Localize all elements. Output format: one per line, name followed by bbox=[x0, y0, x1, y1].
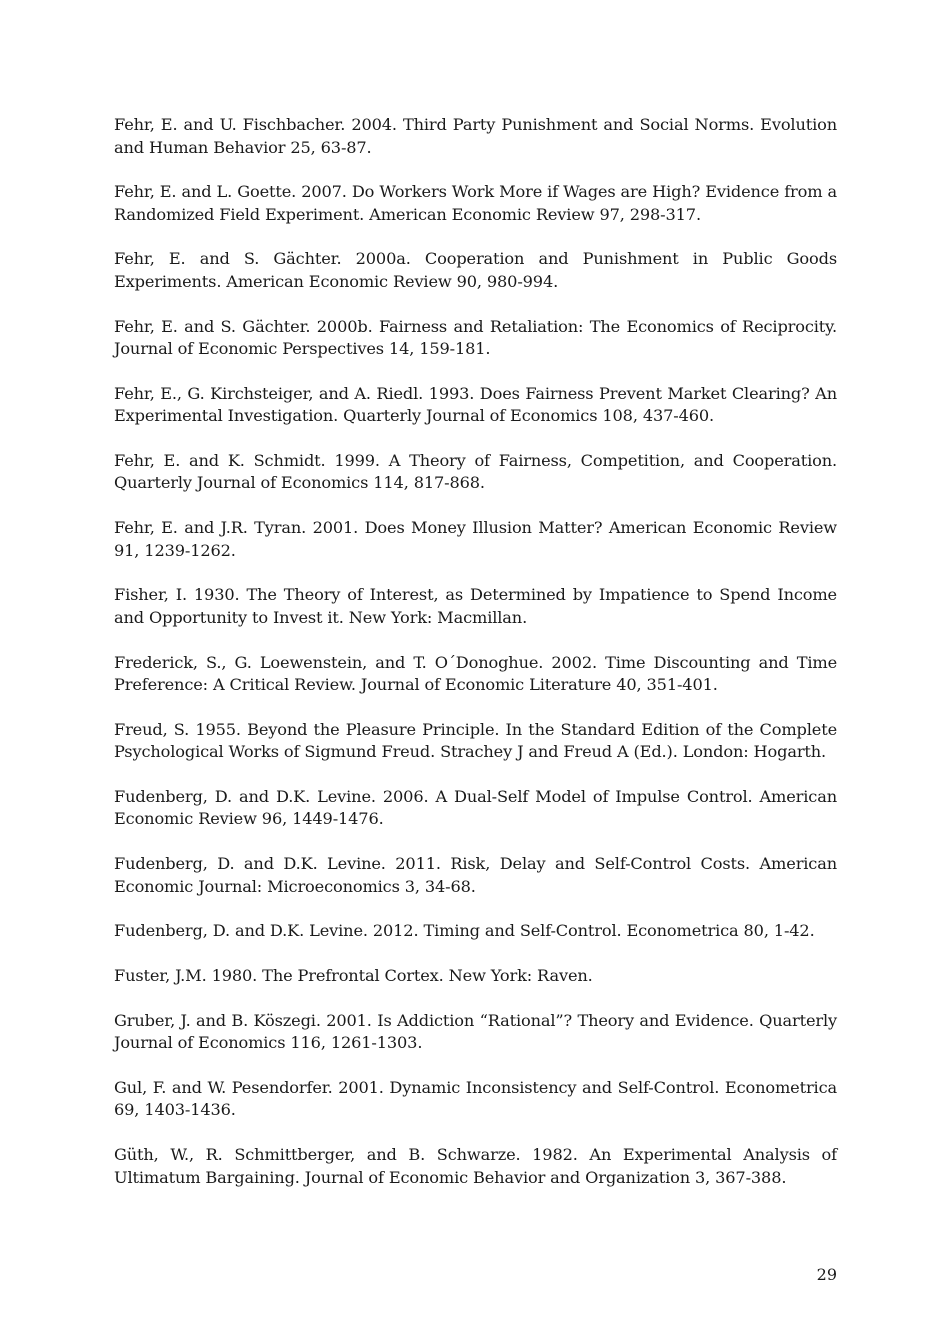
reference-entry: Gul, F. and W. Pesendorfer. 2001. Dynamic Inconsistency and Self-Control. Econometrica 69, 1403-1436. bbox=[114, 1077, 837, 1120]
reference-list bbox=[114, 114, 837, 1211]
reference-entry: Fehr, E., G. Kirchsteiger, and A. Riedl. 1993. Does Fairness Prevent Market Clearing? An Experimental Investigation. Quarterly Journal of Economics 108, 437-460. bbox=[114, 383, 837, 426]
reference-entry: Fuster, J.M. 1980. The Prefrontal Cortex. New York: Raven. bbox=[114, 965, 593, 985]
reference-entry: Güth, W., R. Schmittberger, and B. Schwarze. 1982. An Experimental Analysis of Ultimatum Bargaining. Journal of Economic Behavior and Organization 3, 367-388. bbox=[114, 1145, 837, 1187]
page-number: 29 bbox=[816, 1265, 837, 1284]
reference-entry: Fehr, E. and S. Gächter. 2000b. Fairness and Retaliation: The Economics of Reciprocity. Journal of Economic Perspectives 14, 159-181. bbox=[114, 316, 837, 359]
reference-entry: Fehr, E. and K. Schmidt. 1999. A Theory of Fairness, Competition, and Cooperation. Quarterly Journal of Economics 114, 817-868. bbox=[114, 450, 837, 493]
reference-entry: Fehr, E. and J.R. Tyran. 2001. Does Money Illusion Matter? American Economic Review 91, 1239-1262. bbox=[114, 518, 837, 560]
reference-entry: Fehr, E. and U. Fischbacher. 2004. Third Party Punishment and Social Norms. Evolution and Human Behavior 25, 63-87. bbox=[114, 115, 837, 157]
reference-entry: Fehr, E. and S. Gächter. 2000a. Cooperation and Punishment in Public Goods Experiments. American Economic Review 90, 980-994. bbox=[114, 249, 837, 291]
reference-entry: Frederick, S., G. Loewenstein, and T. O´Donoghue. 2002. Time Discounting and Time Preference: A Critical Review. Journal of Economic Literature 40, 351-401. bbox=[114, 652, 837, 694]
reference-entry: Fehr, E. and L. Goette. 2007. Do Workers Work More if Wages are High? Evidence from a Randomized Field Experiment. American Economic Review 97, 298-317. bbox=[114, 182, 837, 224]
reference-entry: Fudenberg, D. and D.K. Levine. 2006. A Dual-Self Model of Impulse Control. American Economic Review 96, 1449-1476. bbox=[114, 786, 837, 829]
reference-entry: Fisher, I. 1930. The Theory of Interest, as Determined by Impatience to Spend Income and Opportunity to Invest it. New York: Macmillan. bbox=[114, 585, 837, 627]
reference-entry: Fudenberg, D. and D.K. Levine. 2011. Risk, Delay and Self-Control Costs. American Economic Journal: Microeconomics 3, 34-68. bbox=[114, 854, 837, 896]
reference-entry: Gruber, J. and B. Köszegi. 2001. Is Addiction “Rational”? Theory and Evidence. Quarterly Journal of Economics 116, 1261-1303. bbox=[114, 1010, 837, 1053]
reference-entry: Freud, S. 1955. Beyond the Pleasure Principle. In the Standard Edition of the Complete Psychological Works of Sigmund Freud. Strachey J and Freud A (Ed.). London: Hogarth. bbox=[114, 719, 837, 762]
reference-entry: Fudenberg, D. and D.K. Levine. 2012. Timing and Self-Control. Econometrica 80, 1-42. bbox=[114, 921, 815, 941]
